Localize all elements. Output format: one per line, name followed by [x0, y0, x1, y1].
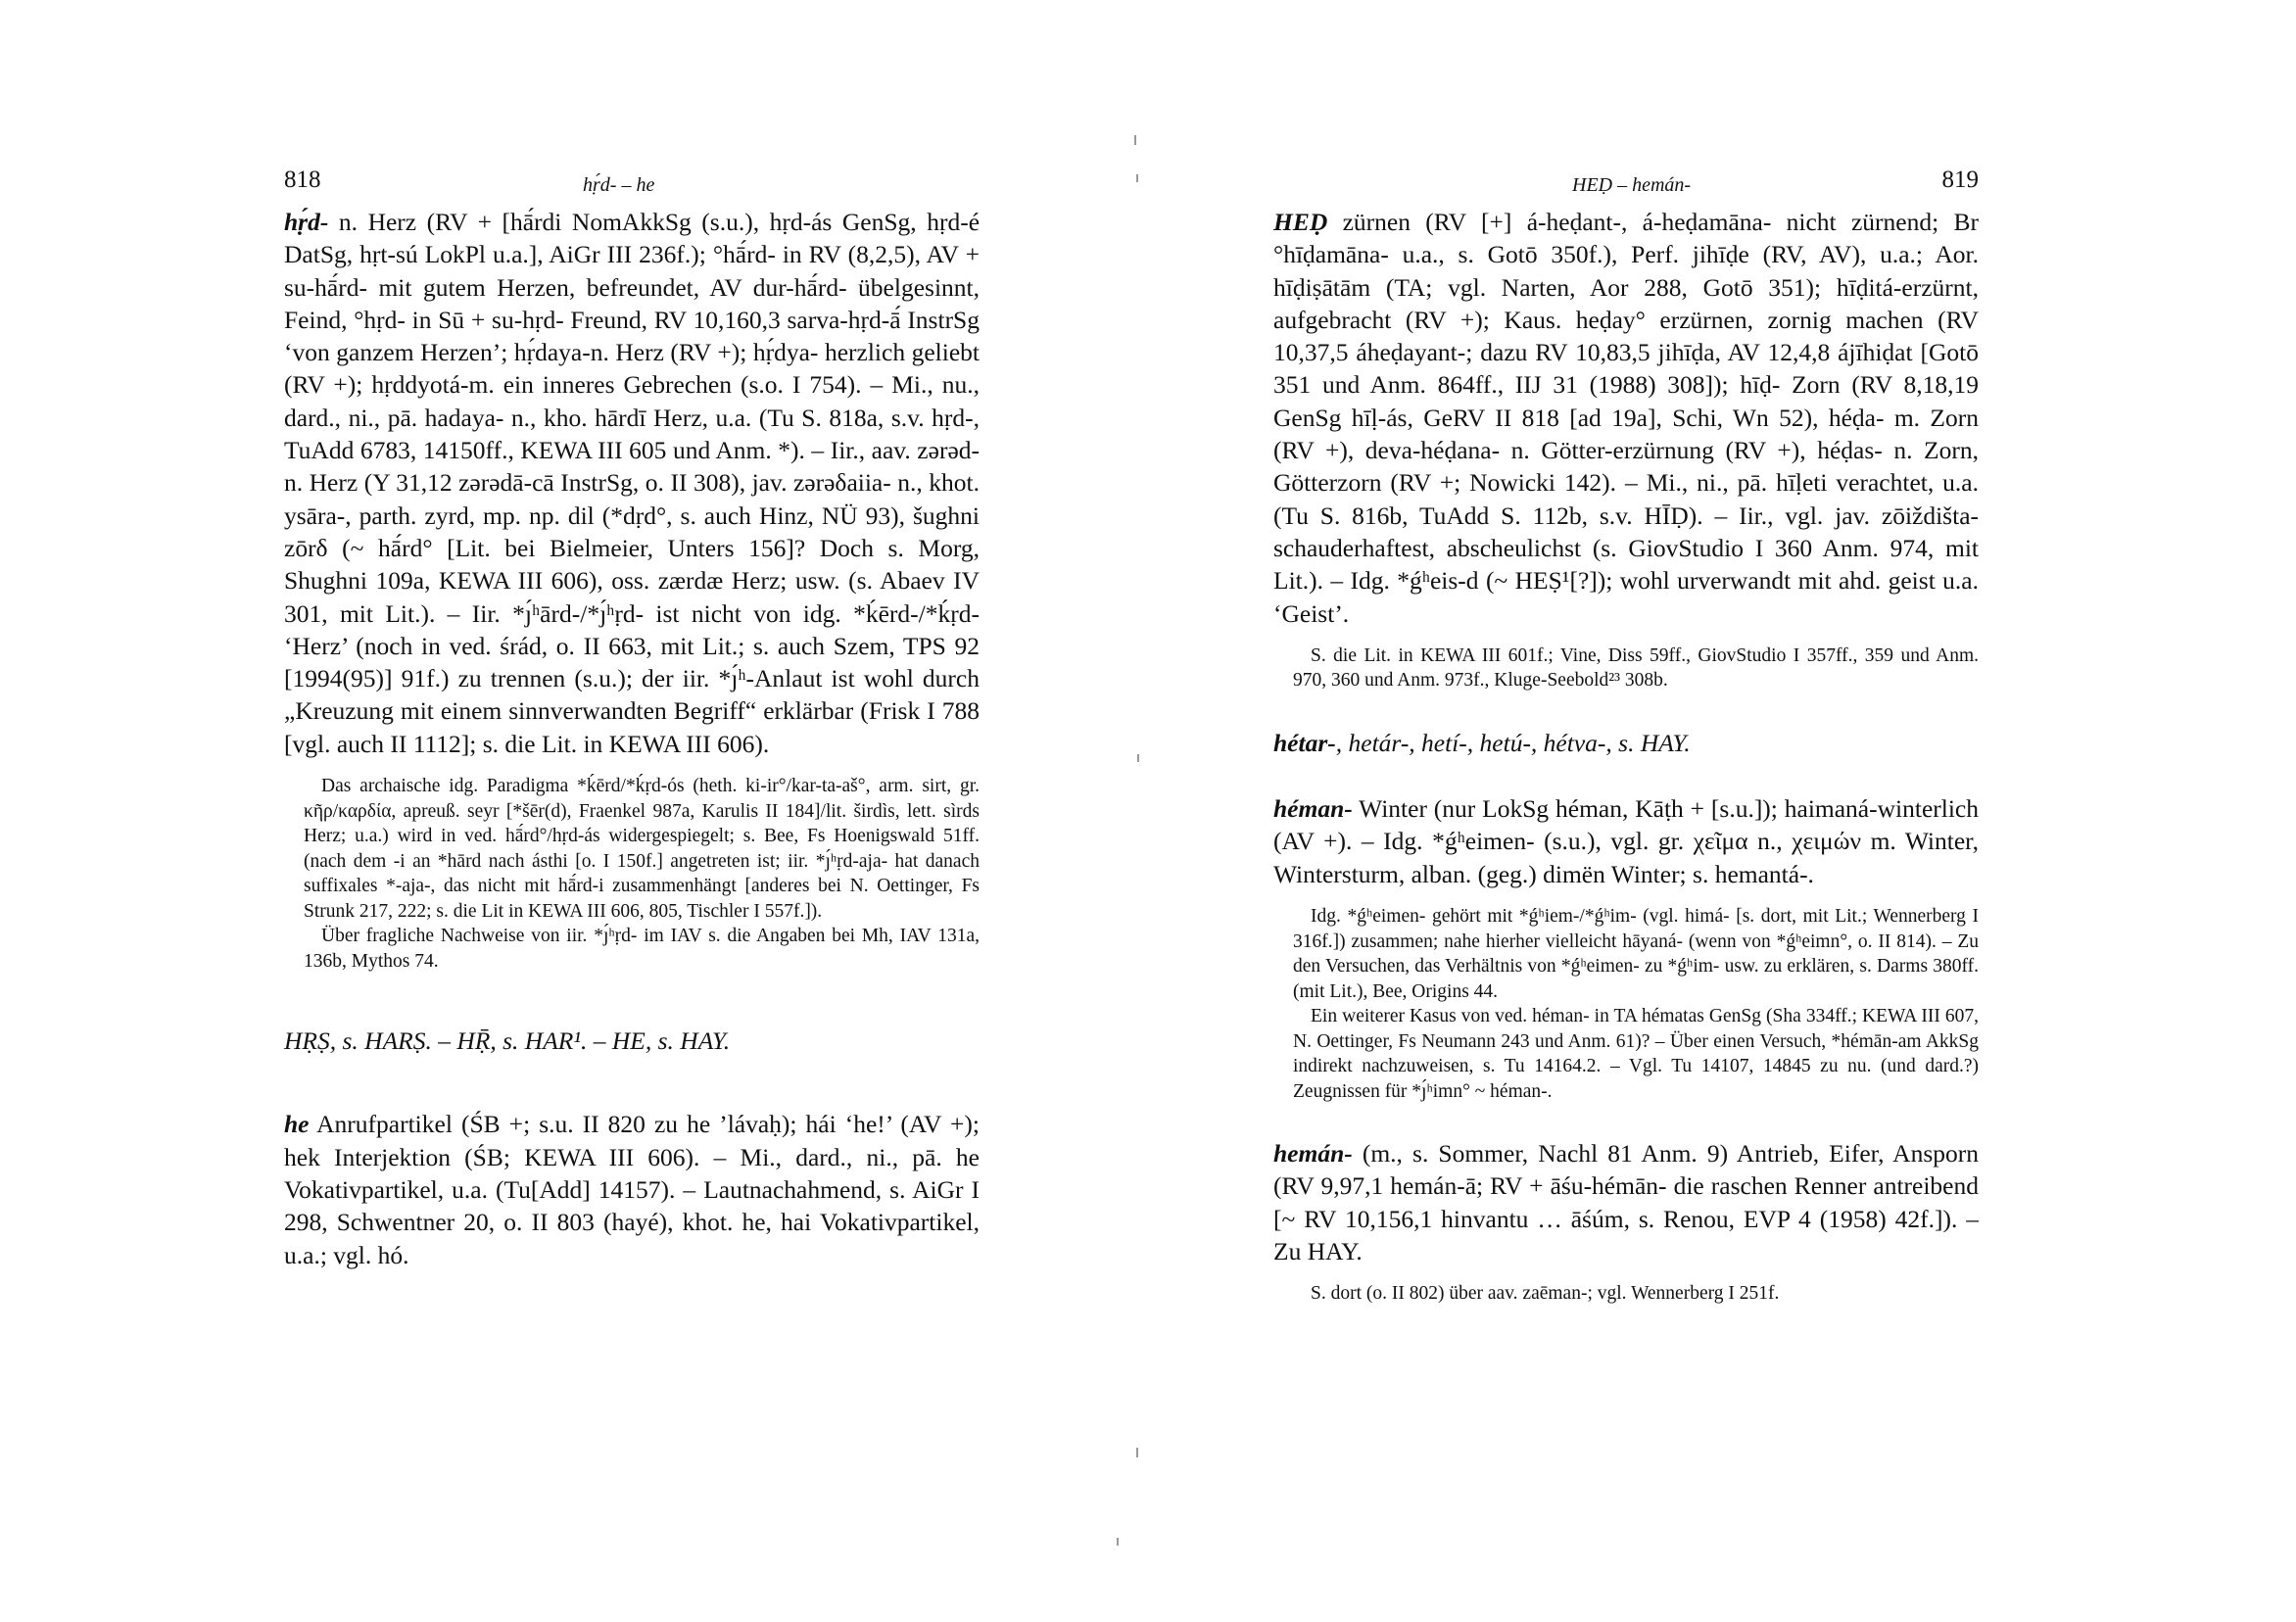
entry-text-hed: zürnen (RV [+] á-heḍant-, á-heḍamāna- nicht zürnend; Br °hīḍamāna- u.a., s. Gotō 350f.), Perf. jihīḍe (RV, AV), u.a.; Aor. hīḍiṣātām (TA; vgl. Narten, Aor 288, Gotō 351); hīḍitá-erzürnt, aufgebracht (RV +); Kaus. heḍay° erzürnen, zornig machen (RV 10,37,5 áheḍayant-; dazu RV 10,83,5 jihīḍa, AV 12,4,8 ájīhiḍat [Gotō 351 und Anm. 864ff., IIJ 31 (1988) 308]); hīḍ- Zorn (RV 8,18,19 GenSg hīḷ-ás, GeRV II 818 [ad 19a], Schi, Wn 52), héḍa- m. Zorn (RV +), deva-héḍana- n. Götter-erzürnung (RV +), héḍas- n. Zorn, Götterzorn (RV +; Nowicki 142). – Mi., ni., pā. hīḷeti verachtet, u.a. (Tu S. 816b, TuAdd S. 112b, s.v. HĪḌ). – Iir., vgl. jav. zōiždišta- schauderhaftest, abscheulichst (s. GiovStudio I 360 Anm. 974, mit Lit.). – Idg. *ǵʰeis-d (~ HEṢ¹[?]); wohl urverwandt mit ahd. geist u.a. ‘Geist’.	[1273, 208, 1979, 628]
entry-hetar	[1273, 727, 1979, 759]
right-page	[1273, 167, 1979, 1307]
running-title-right: HEḌ – hemán-	[1572, 174, 1692, 196]
entry-heman2	[1273, 1137, 1979, 1267]
cross-reference-line	[284, 1025, 980, 1057]
note-paragraph: Über fragliche Nachweise von iir. *ȷ́ʰṛd- im IAV s. die Angaben bei Mh, IAV 131a, 136b, Mythos 74.	[304, 926, 980, 972]
scan-mark	[1117, 1538, 1119, 1546]
scan-mark	[1137, 754, 1139, 762]
note-block-hed	[1293, 644, 1979, 693]
entry-hed	[1273, 206, 1979, 630]
cross-reference-text: HṚṢ, s. HARṢ. – HṜ, s. HAR¹. – HE, s. HAY.	[284, 1026, 731, 1056]
entry-heman	[1273, 792, 1979, 890]
note-paragraph: Ein weiterer Kasus von ved. héman- in TA hématas GenSg (Sha 334ff.; KEWA III 607, N. Oettinger, Fs Neumann 243 und Anm. 61)? – Über einen Versuch, *hémān-am AkkSg indirekt nachzuweisen, s. Tu 14164.2. – Vgl. Tu 14107, 14845 zu nu. (und dard.?) Zeugnissen für *ȷ́ʰimn° ~ héman-.	[1293, 1006, 1979, 1102]
page-number-left: 818	[284, 167, 321, 193]
running-head-left	[284, 167, 980, 206]
entry-hrd	[284, 206, 980, 760]
note-block-hrd	[304, 774, 980, 974]
running-title-left: hṛ́d- – he	[583, 174, 655, 196]
note-paragraph: S. dort (o. II 802) über aav. zaēman-; vgl. Wennerberg I 251f.	[1311, 1283, 1780, 1305]
scan-mark	[1136, 174, 1138, 182]
entry-text-heman2: (m., s. Sommer, Nachl 81 Anm. 9) Antrieb, Eifer, Ansporn (RV 9,97,1 hemán-ā; RV + āśu-hémān- die raschen Renner antreibend [~ RV 10,156,1 hinvantu … āśúm, s. Renou, EVP 4 (1958) 42f.]). – Zu HAY.	[1273, 1139, 1979, 1265]
entry-text-he: Anrufpartikel (ŚB +; s.u. II 820 zu he ’lávaḥ); hái ‘he!’ (AV +); hek Interjektion (ŚB; KEWA III 606). – Mi., dard., ni., pā. he Vokativpartikel, u.a. (Tu[Add] 14157). – Lautnachahmend, s. AiGr I 298, Schwentner 20, o. II 803 (hayé), khot. he, hai Vokativpartikel, u.a.; vgl. hó.	[284, 1110, 980, 1269]
scan-mark	[1134, 135, 1136, 145]
entry-he	[284, 1108, 980, 1270]
note-paragraph: Das archaische idg. Paradigma *ḱērd/*ḱṛd-ós (heth. ki-ir°/kar-ta-aš°, arm. sirt, gr. κῆρ/καρδία, apreuß. seyr [*šēr(d), Fraenkel 987a, Karulis II 184]/lit. širdìs, lett. sìrds Herz; u.a.) wird in ved. hā́rd°/hṛd-ás widergespiegelt; s. Bee, Fs Hoenigswald 51ff. (nach dem -i an *hārd nach ásthi [o. I 150f.] angetreten ist; iir. *ȷ́ʰṛd-aja- hat danach suffixales *-aja-, das nicht mit hā́rd-i zusammenhängt [anderes bei N. Oettinger, Fs Strunk 217, 222; s. die Lit in KEWA III 606, 805, Tischler I 557f.]).	[304, 776, 980, 922]
headword-heman2: hemán-	[1273, 1139, 1353, 1169]
headword-hrd: hṛ́d-	[284, 208, 329, 236]
page-number-right: 819	[1941, 167, 1979, 193]
note-block-heman	[1293, 904, 1979, 1104]
headword-hetar: hétar-	[1273, 728, 1336, 757]
headword-heman: héman-	[1273, 794, 1353, 824]
note-block-heman2	[1293, 1281, 1979, 1307]
note-paragraph: S. die Lit. in KEWA III 601f.; Vine, Diss 59ff., GiovStudio I 357ff., 359 und Anm. 970, 360 und Anm. 973f., Kluge-Seebold²³ 308b.	[1293, 644, 1979, 692]
running-head-right	[1273, 167, 1979, 206]
left-page	[284, 167, 980, 1271]
headword-hed: HEḌ	[1273, 208, 1328, 236]
headword-he: he	[284, 1110, 310, 1139]
note-paragraph: Idg. *ǵʰeimen- gehört mit *ǵʰiem-/*ǵʰim- (vgl. himá- [s. dort, mit Lit.; Wennerberg I 316f.]) zusammen; nahe hierher vielleicht hāyaná- (wenn von *ǵʰeimn°, o. II 814). – Zu den Versuchen, das Verhältnis von *ǵʰeimen- zu *ǵʰim- usw. zu erklären, s. Darms 380ff. (mit Lit.), Bee, Origins 44.	[1293, 906, 1979, 1002]
entry-text-heman: Winter (nur LokSg héman, Kāṭh + [s.u.]); haimaná-winterlich (AV +). – Idg. *ǵʰeimen- (s.u.), vgl. gr. χεῖμα n., χειμών m. Winter, Wintersturm, alban. (geg.) dimën Winter; s. hemantá-.	[1273, 794, 1979, 888]
scan-mark	[1136, 1448, 1138, 1457]
entry-text-hrd: n. Herz (RV + [hā́rdi NomAkkSg (s.u.), hṛd-ás GenSg, hṛd-é DatSg, hṛt-sú LokPl u.a.], AiGr III 236f.); °hā́rd- in RV (8,2,5), AV + su-hā́rd- mit gutem Herzen, befreundet, AV dur-hā́rd- übelgesinnt, Feind, °hṛd- in Sū + su-hṛd- Freund, RV 10,160,3 sarva-hṛd-ā́ InstrSg ‘von ganzem Herzen’; hṛ́daya-n. Herz (RV +); hṛ́dya- herzlich geliebt (RV +); hṛddyotá-m. ein inneres Gebrechen (s.o. I 754). – Mi., nu., dard., ni., pā. hadaya- n., kho. hārdī Herz, u.a. (Tu S. 818a, s.v. hṛd-, TuAdd 6783, 14150ff., KEWA III 605 und Anm. *). – Iir., aav. zərəd- n. Herz (Y 31,12 zərədā-cā InstrSg, o. II 308), jav. zərəδaiia- n., khot. ysāra-, parth. zyrd, mp. np. dil (*dṛd°, s. auch Hinz, NÜ 93), šughni zōrδ (~ hā́rd° [Lit. bei Bielmeier, Unters 156]? Doch s. Morg, Shughni 109a, KEWA III 606), oss. zærdæ Herz; usw. (s. Abaev IV 301, mit Lit.). – Iir. *ȷ́ʰārd-/*ȷ́ʰṛd- ist nicht von idg. *ḱērd-/*ḱṛd- ‘Herz’ (noch in ved. śrád, o. II 663, mit Lit.; s. auch Szem, TPS 92 [1994(95)] 91f.) zu trennen (s.u.); der iir. *ȷ́ʰ-Anlaut ist wohl durch „Kreuzung mit einem sinnverwandten Begriff“ erklärbar (Frisk I 788 [vgl. auch II 1112]; s. die Lit. in KEWA III 606).	[284, 208, 981, 758]
entry-text-hetar: , hetár-, hetí-, hetú-, hétva-, s. HAY.	[1335, 728, 1691, 757]
